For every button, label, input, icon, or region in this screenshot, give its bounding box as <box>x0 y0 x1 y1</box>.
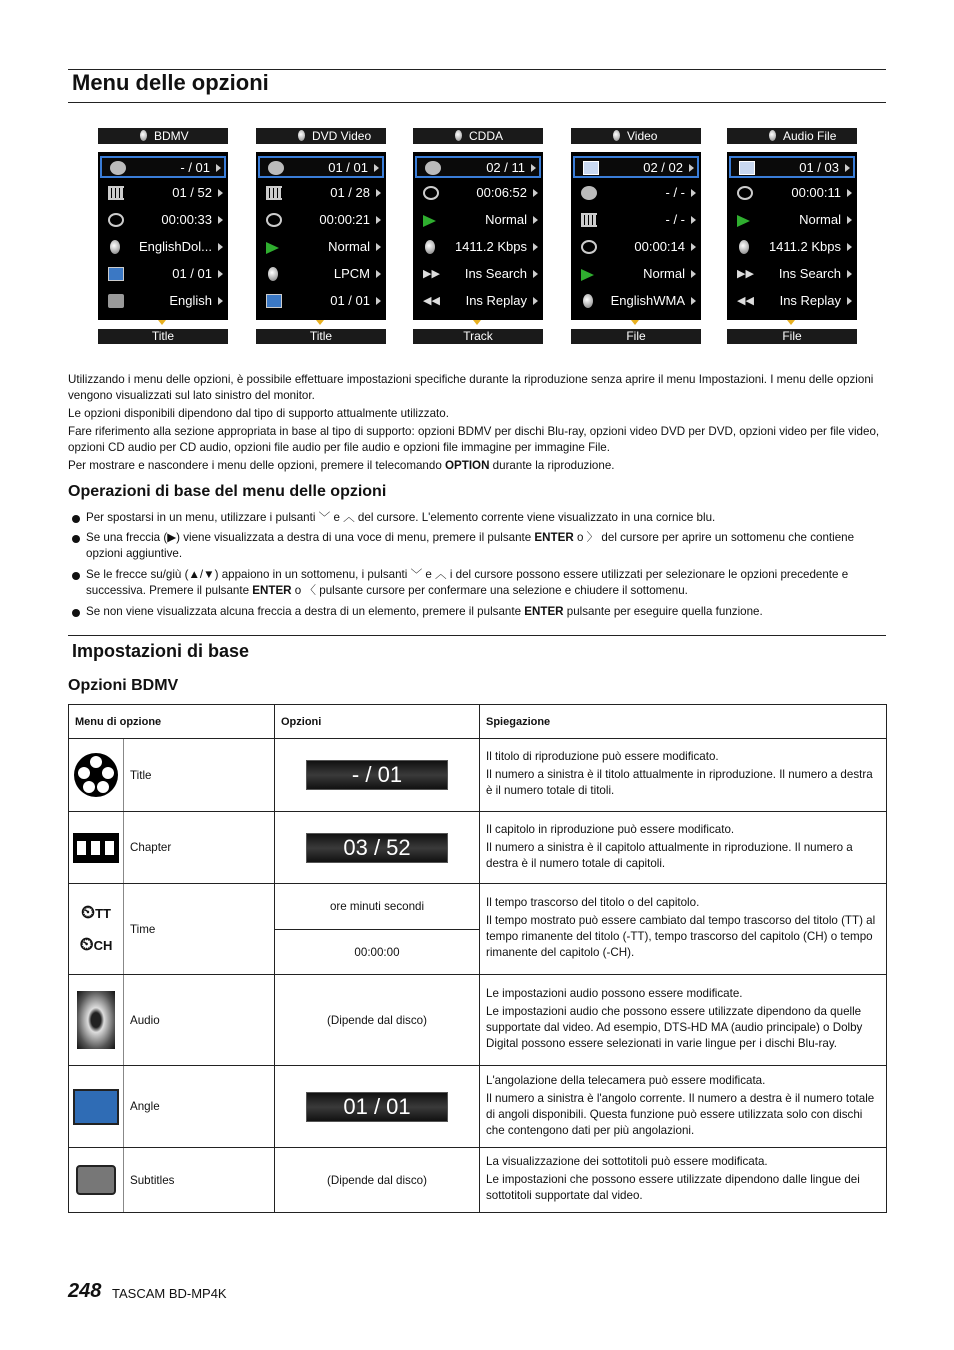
audio-icon <box>583 294 593 308</box>
menu-item-value: 1411.2 Kbps <box>454 239 527 254</box>
intro-paragraph: Per mostrare e nascondere i menu delle opzioni, premere il telecomando OPTION durante la riproduzione. <box>68 459 615 472</box>
film-strip-icon <box>108 186 124 200</box>
bullet-item: Se le frecce su/giù (▲/▼) appaiono in un sottomenu, i pulsanti ﹀ e ︿ i del cursore possono essere utilizzati per selezionare le opzioni precedente e successiva. Premere il pulsante ENTER o 〈 pulsante cursore per confermare una selezione e chiudere il sottomenu. <box>72 567 862 599</box>
rewind-icon: ◀◀ <box>423 295 440 307</box>
right-arrow-icon <box>376 243 381 251</box>
explanation: La visualizzazione dei sottotitoli può essere modificata. <box>486 1155 768 1168</box>
menu-item[interactable] <box>729 210 855 232</box>
menu-item[interactable] <box>415 183 541 205</box>
menu-item[interactable] <box>100 210 226 232</box>
menu-item-value: 00:00:21 <box>319 212 370 227</box>
menu-item-value: 02 / 11 <box>486 160 525 175</box>
film-reel-icon <box>425 161 441 175</box>
page-title: Menu delle opzioni <box>72 70 269 95</box>
table-header-row <box>69 705 887 739</box>
down-arrow-icon <box>316 320 324 325</box>
angle-icon <box>108 267 124 281</box>
right-arrow-icon <box>691 270 696 278</box>
menu-item[interactable] <box>415 264 541 286</box>
option-menu <box>413 128 543 346</box>
table-row <box>69 884 887 930</box>
menu-item-value: 00:00:11 <box>791 185 841 200</box>
menu-item[interactable] <box>573 264 699 286</box>
menu-item-value: 01 / 52 <box>172 185 212 200</box>
subtitles-option: (Dipende dal disco) <box>275 1148 480 1213</box>
menu-item[interactable] <box>100 237 226 259</box>
explanation: Il tempo mostrato può essere cambiato dal tempo trascorso del titolo (TT) al tempo rimanente del titolo (-TT), tempo trascorso del capitolo (CH) o tempo rimanente del capitolo (-CH). <box>486 914 876 959</box>
clock-icon <box>737 186 753 200</box>
table-row <box>69 975 887 1066</box>
header-explanation: Spiegazione <box>480 705 887 739</box>
angle-icon <box>69 1066 124 1148</box>
menu-item[interactable] <box>573 156 699 178</box>
row-name: Subtitles <box>124 1148 275 1213</box>
menu-item-value: Ins Replay <box>779 293 841 308</box>
section-rule <box>68 635 886 636</box>
menu-item-value: 01 / 28 <box>330 185 370 200</box>
menu-item-value: 01 / 01 <box>328 160 368 175</box>
explanation: Il titolo di riproduzione può essere modificato. <box>486 750 719 763</box>
ops-heading: Operazioni di base del menu delle opzioni <box>68 483 387 500</box>
menu-item[interactable] <box>573 237 699 259</box>
film-reel-icon <box>581 186 597 200</box>
header-options: Opzioni <box>275 705 480 739</box>
menu-item[interactable] <box>415 291 541 313</box>
time-value: 00:00:00 <box>275 930 480 975</box>
down-arrow-icon <box>631 320 639 325</box>
menu-item-value: EnglishDol... <box>139 239 212 254</box>
menu-item[interactable] <box>415 237 541 259</box>
menu-item[interactable] <box>729 291 855 313</box>
right-arrow-icon <box>847 270 852 278</box>
bdmv-heading: Opzioni BDMV <box>68 677 179 694</box>
folder-icon <box>739 161 755 175</box>
row-name: Chapter <box>124 812 275 884</box>
right-arrow-icon <box>533 243 538 251</box>
menu-item-value: Ins Search <box>778 266 841 281</box>
right-arrow-icon <box>689 164 694 172</box>
right-arrow-icon <box>218 270 223 278</box>
option-menu <box>256 128 386 346</box>
menu-item-value: - / - <box>665 185 685 200</box>
fast-forward-icon: ▶▶ <box>737 268 754 280</box>
right-arrow-icon <box>847 216 852 224</box>
row-name: Audio <box>124 975 275 1066</box>
chapter-display: 03 / 52 <box>306 833 448 863</box>
option-menu <box>571 128 701 346</box>
right-arrow-icon <box>533 189 538 197</box>
menu-item-value: EnglishWMA <box>610 293 685 308</box>
menu-header: BDMV <box>98 128 228 144</box>
menu-item[interactable] <box>100 291 226 313</box>
down-arrow-icon <box>158 320 166 325</box>
play-icon <box>266 242 279 254</box>
intro-paragraph: Utilizzando i menu delle opzioni, è possibile effettuare impostazioni specifiche durante la riproduzione senza aprire il menu Impostazioni. I menu delle opzioni vengono visualizzati sul lato sinistro del monitor. <box>68 373 874 402</box>
angle-display: 01 / 01 <box>306 1092 448 1122</box>
right-arrow-icon <box>218 216 223 224</box>
explanation: Il numero a sinistra è il capitolo attualmente in riproduzione. Il numero a destra è il numero totale di capitoli. <box>486 840 853 870</box>
menu-item-value: - / 01 <box>180 160 210 175</box>
menu-item[interactable] <box>258 183 384 205</box>
play-icon <box>581 269 594 281</box>
menu-item[interactable] <box>573 183 699 205</box>
explanation: Le impostazioni audio che possono essere utilizzate dipendono da quelle supportate dal video. Ad esempio, DTS-HD MA (audio principale) o Dolby Digital possono essere selezionati in varie lingue per i dischi Blu-ray. <box>486 1005 863 1050</box>
menu-item-value: - / - <box>665 212 685 227</box>
play-icon <box>423 215 436 227</box>
menu-item[interactable] <box>258 156 384 178</box>
title-display: - / 01 <box>306 760 448 790</box>
rewind-icon: ◀◀ <box>737 295 754 307</box>
menu-header: Video <box>571 128 701 144</box>
right-arrow-icon <box>691 189 696 197</box>
menu-item[interactable] <box>415 156 541 178</box>
disc-icon <box>613 130 620 141</box>
disc-icon <box>140 130 147 141</box>
fast-forward-icon: ▶▶ <box>423 268 440 280</box>
menu-item[interactable] <box>100 264 226 286</box>
menu-item[interactable] <box>258 291 384 313</box>
table-row <box>69 1066 887 1148</box>
header-menu: Menu di opzione <box>69 705 275 739</box>
subtitles-icon <box>69 1148 124 1213</box>
audio-option: (Dipende dal disco) <box>275 975 480 1066</box>
right-arrow-icon <box>376 297 381 305</box>
menu-item-value: Normal <box>799 212 841 227</box>
bdmv-options-table <box>68 704 887 1213</box>
menu-item[interactable] <box>573 210 699 232</box>
chapter-icon <box>69 812 124 884</box>
menu-footer: Title <box>98 329 228 344</box>
title-icon <box>69 739 124 812</box>
intro-paragraph: Fare riferimento alla sezione appropriata in base al tipo di supporto: opzioni BDMV per dischi Blu-ray, opzioni video DVD per DVD, opzioni video per file video, opzioni CD audio per CD audio, opzioni file audio per file audio e opzioni file immagine per immagine File. <box>68 425 880 454</box>
right-arrow-icon <box>376 189 381 197</box>
clock-icon <box>108 213 124 227</box>
menu-footer: File <box>727 329 857 344</box>
right-arrow-icon <box>376 216 381 224</box>
menu-footer: Title <box>256 329 386 344</box>
explanation: L'angolazione della telecamera può essere modificata. <box>486 1073 766 1087</box>
row-name: Title <box>124 739 275 812</box>
menu-item-value: 00:06:52 <box>476 185 527 200</box>
subtitles-icon <box>108 294 124 308</box>
right-arrow-icon <box>533 216 538 224</box>
audio-icon <box>425 240 435 254</box>
menu-item-value: 01 / 03 <box>799 160 839 175</box>
right-arrow-icon <box>847 189 852 197</box>
right-arrow-icon <box>691 243 696 251</box>
menu-item[interactable] <box>729 264 855 286</box>
menu-header: CDDA <box>413 128 543 144</box>
menu-item-value: 01 / 01 <box>172 266 212 281</box>
right-arrow-icon <box>218 243 223 251</box>
film-strip-icon <box>581 213 597 227</box>
row-name: Angle <box>124 1066 275 1148</box>
menu-item-value: English <box>169 293 212 308</box>
table-row <box>69 739 887 812</box>
right-arrow-icon <box>691 297 696 305</box>
menu-item-value: 1411.2 Kbps <box>768 239 841 254</box>
menu-header: DVD Video <box>256 128 386 144</box>
menu-item[interactable] <box>100 183 226 205</box>
menu-footer: Track <box>413 329 543 344</box>
explanation: Il capitolo in riproduzione può essere modificato. <box>486 822 735 836</box>
clock-icon <box>266 213 282 227</box>
right-arrow-icon <box>376 270 381 278</box>
audio-icon <box>739 240 749 254</box>
page-number: 248 <box>68 1280 102 1302</box>
model-name: TASCAM BD-MP4K <box>112 1286 227 1301</box>
folder-icon <box>583 161 599 175</box>
disc-icon <box>423 186 439 200</box>
option-menu <box>98 128 228 346</box>
clock-icon <box>581 240 597 254</box>
option-menu <box>727 128 857 346</box>
film-strip-icon <box>266 186 282 200</box>
explanation: Il numero a sinistra è l'angolo corrente. Il numero a destra è il numero totale di angoli disponibili. Questa funzione può essere utilizzata solo con dischi che contengono dati per più angolazioni. <box>486 1091 875 1137</box>
row-name: Time <box>124 884 275 975</box>
menu-item-value: Normal <box>643 266 685 281</box>
time-icon: ⏲TT ⏲CH <box>69 884 124 975</box>
menu-header: Audio File <box>727 128 857 144</box>
menu-item[interactable] <box>573 291 699 313</box>
right-arrow-icon <box>847 243 852 251</box>
audio-icon <box>110 240 120 254</box>
right-arrow-icon <box>845 164 850 172</box>
table-row <box>69 1148 887 1213</box>
audio-icon <box>69 975 124 1066</box>
menu-item-value: Ins Replay <box>465 293 527 308</box>
explanation: Le impostazioni che possono essere utilizzate dipendono dalle lingue dei sottotitoli supportate dal video. <box>486 1173 860 1202</box>
audio-icon <box>268 267 278 281</box>
right-arrow-icon <box>374 164 379 172</box>
menu-item[interactable] <box>729 156 855 178</box>
explanation: Il numero a sinistra è il titolo attualmente in riproduzione. Il numero a destra è il numero totale di titoli. <box>486 768 873 797</box>
menu-item[interactable] <box>415 210 541 232</box>
film-reel-icon <box>268 161 284 175</box>
menu-item-value: 01 / 01 <box>330 293 370 308</box>
bullet-item: Se non viene visualizzata alcuna freccia a destra di un elemento, premere il pulsante ENTER pulsante per eseguire quella funzione. <box>72 604 862 620</box>
table-row <box>69 812 887 884</box>
right-arrow-icon <box>691 216 696 224</box>
disc-icon <box>298 130 305 141</box>
time-format: ore minuti secondi <box>275 884 480 930</box>
explanation: Le impostazioni audio possono essere modificate. <box>486 987 743 1000</box>
title-rule <box>68 102 886 103</box>
menu-item[interactable] <box>258 264 384 286</box>
menu-footer: File <box>571 329 701 344</box>
base-heading: Impostazioni di base <box>72 641 250 661</box>
menu-item[interactable] <box>729 237 855 259</box>
explanation: Il tempo trascorso del titolo o del capitolo. <box>486 896 700 909</box>
right-arrow-icon <box>533 297 538 305</box>
menu-item[interactable] <box>729 183 855 205</box>
intro-text <box>68 372 884 474</box>
menu-item[interactable] <box>258 237 384 259</box>
film-reel-icon <box>110 161 126 175</box>
menu-item[interactable] <box>100 156 226 178</box>
menu-item-value: Normal <box>485 212 527 227</box>
right-arrow-icon <box>531 164 536 172</box>
right-arrow-icon <box>218 297 223 305</box>
menu-item-value: LPCM <box>333 266 370 281</box>
bullet-item: Se una freccia (▶) viene visualizzata a destra di una voce di menu, premere il pulsante ENTER o 〉 del cursore per aprire un sottomenu che contiene opzioni aggiuntive. <box>72 530 862 562</box>
angle-icon <box>266 294 282 308</box>
down-arrow-icon <box>787 320 795 325</box>
down-arrow-icon <box>473 320 481 325</box>
menu-item[interactable] <box>258 210 384 232</box>
disc-icon <box>769 130 776 141</box>
bullet-item: Per spostarsi in un menu, utilizzare i pulsanti ﹀ e ︿ del cursore. L'elemento corrente viene visualizzato in una cornice blu. <box>72 510 862 526</box>
menu-item-value: 00:00:14 <box>634 239 685 254</box>
menu-item-value: 00:00:33 <box>161 212 212 227</box>
right-arrow-icon <box>216 164 221 172</box>
menu-item-value: Ins Search <box>464 266 527 281</box>
right-arrow-icon <box>847 297 852 305</box>
play-icon <box>737 215 750 227</box>
right-arrow-icon <box>218 189 223 197</box>
right-arrow-icon <box>533 270 538 278</box>
menu-item-value: 02 / 02 <box>643 160 683 175</box>
disc-icon <box>455 130 462 141</box>
intro-paragraph: Le opzioni disponibili dipendono dal tipo di supporto attualmente utilizzato. <box>68 407 449 420</box>
menu-item-value: Normal <box>328 239 370 254</box>
